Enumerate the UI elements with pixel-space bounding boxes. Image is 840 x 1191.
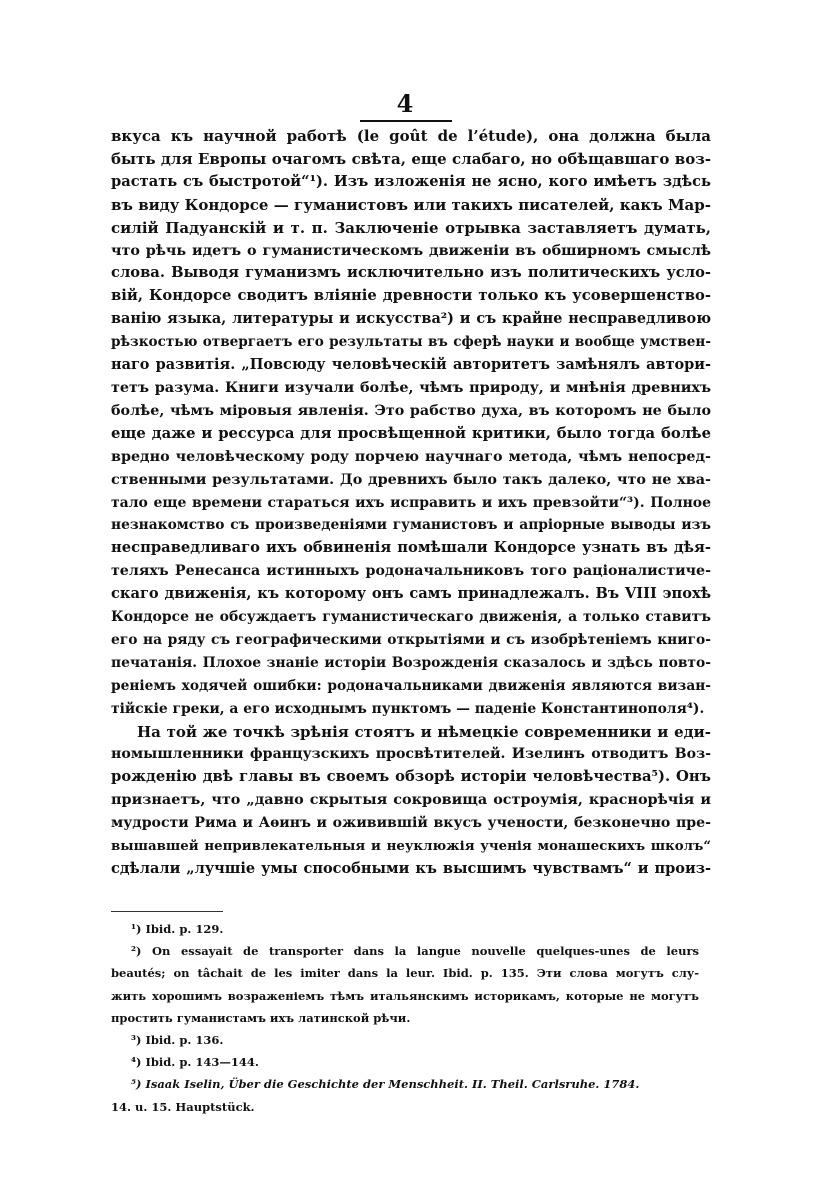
text-line: тійскіе греки, а его исходнымъ пунктомъ — паденіе Константинополя⁴). (111, 700, 705, 717)
footnote-1: ¹) Ibid. p. 129. (131, 922, 224, 936)
text-line: теляхъ Ренесанса истинныхъ родоначальниковъ того раціоналистиче- (111, 563, 711, 580)
text-line: несправедливаго ихъ обвиненія помѣшали Кондорсе узнать въ дѣя- (111, 539, 711, 557)
footnote-2-cont: простить гуманистамъ ихъ латинской рѣчи. (111, 1010, 411, 1025)
footnote-separator (111, 911, 223, 912)
text-line: слова. Выводя гуманизмъ исключительно изъ политическихъ усло- (111, 264, 711, 282)
paragraph-first-line: На той же точкѣ зрѣнія стоятъ и нѣмецкіе современники и еди- (137, 722, 711, 741)
text-line: еще даже и рессурса для просвѣщенной критики, было тогда болѣе (111, 424, 711, 442)
text-line: скаго движенія, къ которому онъ самъ принадлежалъ. Въ VIII эпохѣ (111, 585, 711, 603)
text-line: наго развитія. „Повсюду человѣческій авторитетъ замѣнялъ автори- (111, 356, 711, 374)
text-line: рожденію двѣ главы въ своемъ обзорѣ исторіи человѣчества⁵). Онъ (111, 768, 711, 786)
text-line: вредно человѣческому роду порчею научнаго метода, чѣмъ непосред- (111, 448, 711, 465)
text-line: вкуса къ научной работѣ (le goût de l’étude), она должна была (111, 127, 711, 145)
text-line: его на ряду съ географическими открытіями и съ изобрѣтеніемъ книго- (111, 631, 711, 648)
footnote-5-cont: 14. u. 15. Hauptstück. (111, 1099, 255, 1114)
text-line: вышавшей непривлекательныя и неуклюжія ученія монашескихъ школъ“ (111, 838, 711, 855)
text-line: сдѣлали „лучшіе умы способными къ высшимъ чувствамъ“ и произ- (111, 860, 711, 877)
text-line: въ виду Кондорсе — гуманистовъ или такихъ писателей, какъ Мар- (111, 195, 711, 214)
text-line: ственными результатами. До древнихъ было такъ далеко, что не хва- (111, 470, 711, 488)
footnotes (111, 918, 699, 1118)
text-line: растать съ быстротой“¹). Изъ изложенія не ясно, кого имѣетъ здѣсь (111, 172, 711, 190)
footnote-2: ²) On essayait de transporter dans la langue nouvelle quelques-unes de leurs (131, 944, 699, 959)
footnote-2-cont: beautés; on tâchait de les imiter dans la leur. Ibid. p. 135. Эти слова могутъ слу- (111, 966, 699, 981)
footnote-2-cont: жить хорошимъ возраженіемъ тѣмъ итальянскимъ историкамъ, которые не могутъ (111, 988, 699, 1003)
page-number-underline (360, 120, 452, 122)
text-line: болѣе, чѣмъ міровыя явленія. Это рабство духа, въ которомъ не было (111, 402, 711, 419)
text-line: номышленники французскихъ просвѣтителей. Изелинъ отводитъ Воз- (111, 746, 711, 763)
page-number: 4 (396, 89, 414, 118)
text-line: что рѣчь идетъ о гуманистическомъ движеніи въ обширномъ смыслѣ (111, 242, 711, 259)
text-line: признаетъ, что „давно скрытыя сокровища остроумія, краснорѣчія и (111, 791, 711, 809)
text-line: незнакомство съ произведеніями гуманистовъ и апріорные выводы изъ (111, 517, 711, 534)
footnote-4: ⁴) Ibid. p. 143—144. (131, 1055, 259, 1070)
text-line: рѣзкостью отвергаетъ его результаты въ сферѣ науки и вообще умствен- (111, 334, 711, 351)
text-line: быть для Европы очагомъ свѣта, еще слабаго, но обѣщавшаго воз- (111, 149, 711, 168)
text-line: мудрости Рима и Аѳинъ и оживившій вкусъ учености, безконечно пре- (111, 815, 711, 832)
main-text (111, 125, 711, 881)
text-line: печатанія. Плохое знаніе исторіи Возрожденія сказалось и здѣсь повто- (111, 654, 711, 671)
text-line: Кондорсе не обсуждаетъ гуманистическаго движенія, а только ставитъ (111, 609, 711, 626)
text-line: вій, Кондорсе сводитъ вліяніе древности только къ усовершенство- (111, 287, 711, 305)
text-line: тало еще времени стараться ихъ исправить и ихъ превзойти“³). Полное (111, 494, 711, 511)
text-line: силій Падуанскій и т. п. Заключеніе отрывка заставляетъ думать, (111, 218, 711, 237)
footnote-3: ³) Ibid. p. 136. (131, 1033, 224, 1048)
text-line: тетъ разума. Книги изучали болѣе, чѣмъ природу, и мнѣнія древнихъ (111, 378, 711, 396)
text-line: ванію языка, литературы и искусства²) и съ крайне несправедливою (111, 310, 711, 328)
text-line: реніемъ ходячей ошибки: родоначальниками движенія являются визан- (111, 677, 711, 694)
footnote-5: ⁵) Isaak Iselin, Über die Geschichte der Menschheit. II. Theil. Carlsruhe. 1784. (131, 1077, 640, 1092)
